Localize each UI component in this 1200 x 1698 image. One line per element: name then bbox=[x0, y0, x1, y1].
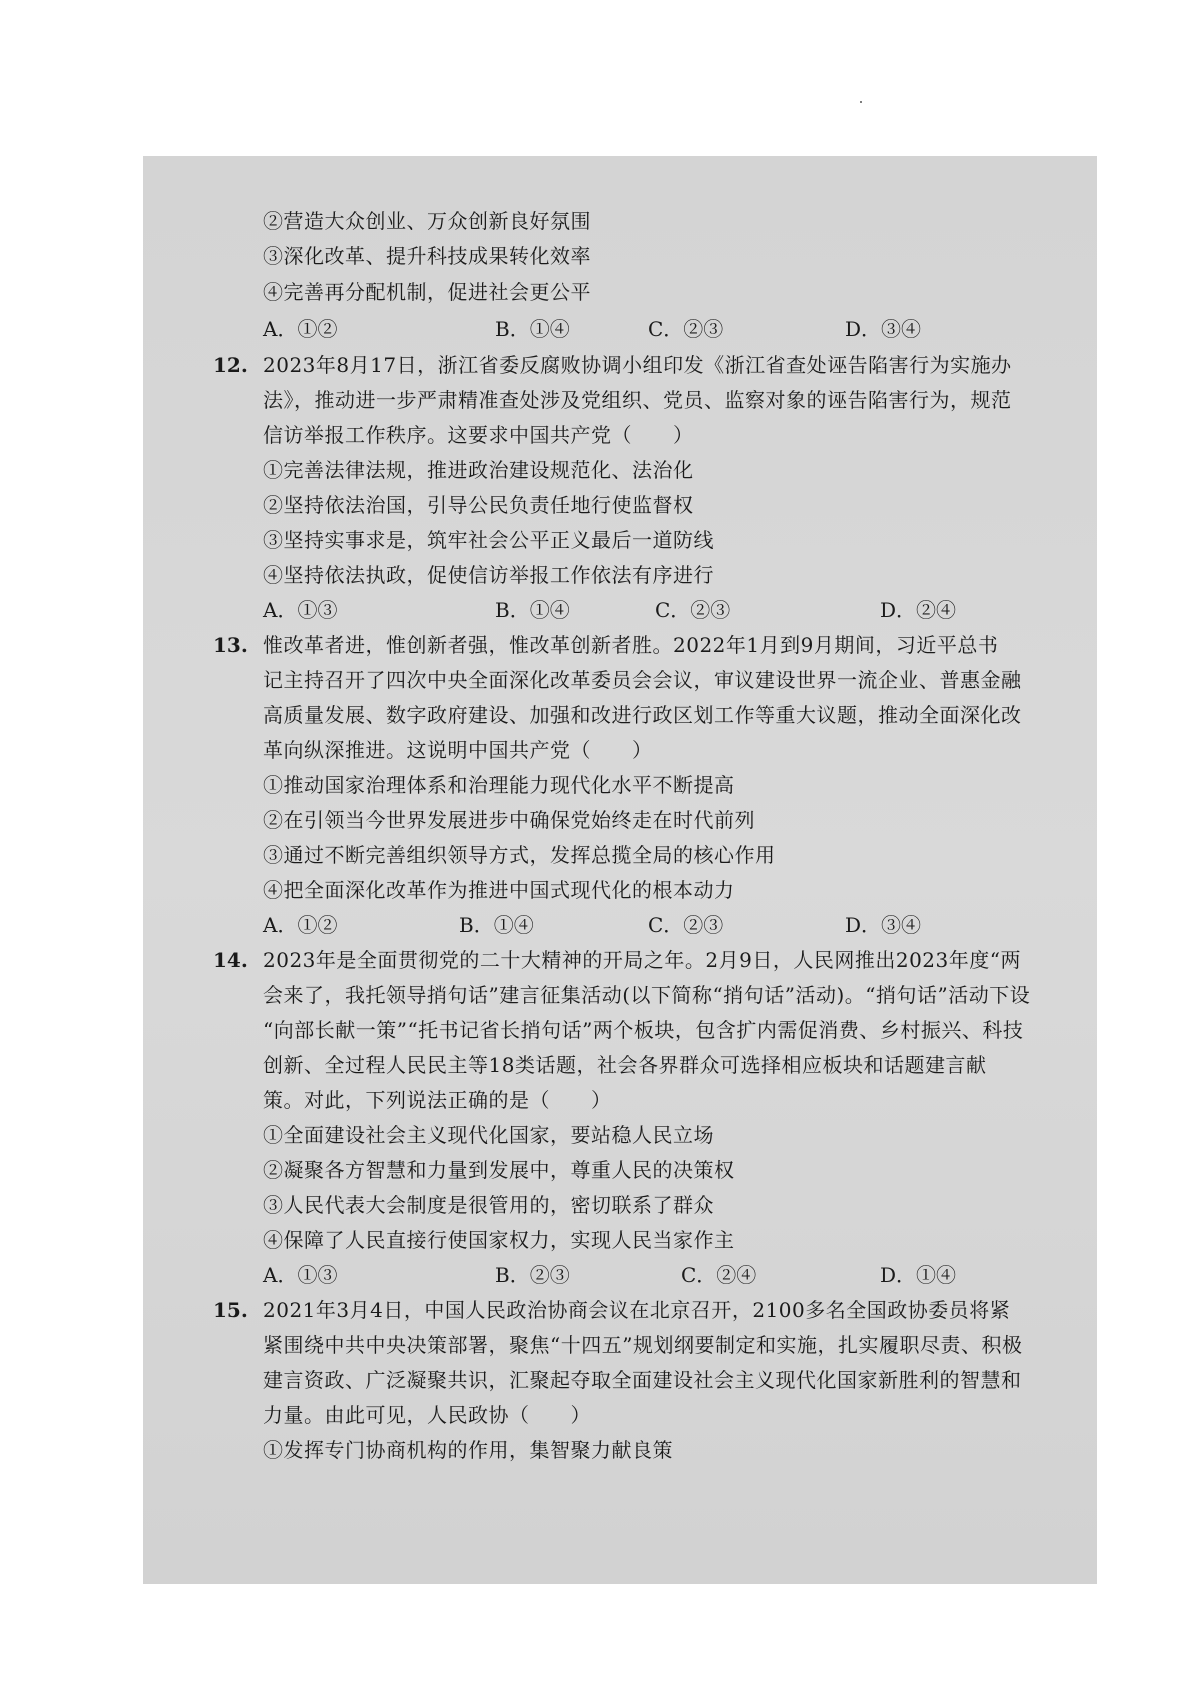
q14-option-a: A．①③ bbox=[263, 1263, 338, 1287]
q13-number: 13. bbox=[213, 633, 248, 657]
q14-item-3: ③人民代表大会制度是很管用的，密切联系了群众 bbox=[263, 1193, 714, 1217]
q11-option-a: A．①② bbox=[263, 317, 338, 341]
exam-paper-page bbox=[143, 156, 1097, 1584]
q13-stem-line-3: 高质量发展、数字政府建设、加强和改进行政区划工作等重大议题，推动全面深化改 bbox=[263, 703, 1022, 727]
q11-item-2: ②营造大众创业、万众创新良好氛围 bbox=[263, 209, 591, 233]
q13-stem-line-4: 革向纵深推进。这说明中国共产党（ ） bbox=[263, 738, 653, 762]
q15-item-1: ①发挥专门协商机构的作用，集智聚力献良策 bbox=[263, 1438, 673, 1462]
q11-option-d: D．③④ bbox=[845, 317, 922, 341]
q11-option-b: B．①④ bbox=[495, 317, 570, 341]
q12-item-1: ①完善法律法规，推进政治建设规范化、法治化 bbox=[263, 458, 694, 482]
q13-item-2: ②在引领当今世界发展进步中确保党始终走在时代前列 bbox=[263, 808, 755, 832]
q13-stem-line-1: 惟改革者进，惟创新者强，惟改革创新者胜。2022年1月到9月期间，习近平总书 bbox=[263, 633, 999, 657]
q14-stem-line-4: 创新、全过程人民民主等18类话题，社会各界群众可选择相应板块和话题建言献 bbox=[263, 1053, 987, 1077]
q13-option-a: A．①② bbox=[263, 913, 338, 937]
q11-item-4: ④完善再分配机制，促进社会更公平 bbox=[263, 280, 591, 304]
q13-option-d: D．③④ bbox=[845, 913, 922, 937]
q12-option-d: D．②④ bbox=[880, 598, 957, 622]
q14-option-b: B．②③ bbox=[495, 1263, 570, 1287]
q15-number: 15. bbox=[213, 1298, 248, 1322]
q13-option-c: C．②③ bbox=[648, 913, 724, 937]
scan-speck bbox=[860, 101, 862, 103]
q14-stem-line-3: “向部长献一策”“托书记省长捎句话”两个板块，包含扩内需促消费、乡村振兴、科技 bbox=[263, 1018, 1024, 1042]
q14-item-2: ②凝聚各方智慧和力量到发展中，尊重人民的决策权 bbox=[263, 1158, 735, 1182]
q15-stem-line-3: 建言资政、广泛凝聚共识，汇聚起夺取全面建设社会主义现代化国家新胜利的智慧和 bbox=[263, 1368, 1022, 1392]
q11-option-c: C．②③ bbox=[648, 317, 724, 341]
q14-item-1: ①全面建设社会主义现代化国家，要站稳人民立场 bbox=[263, 1123, 714, 1147]
q15-stem-line-4: 力量。由此可见，人民政协（ ） bbox=[263, 1403, 591, 1427]
q12-number: 12. bbox=[213, 353, 248, 377]
q12-option-c: C．②③ bbox=[655, 598, 731, 622]
q14-option-d: D．①④ bbox=[880, 1263, 957, 1287]
q11-item-3: ③深化改革、提升科技成果转化效率 bbox=[263, 244, 591, 268]
q13-item-3: ③通过不断完善组织领导方式，发挥总揽全局的核心作用 bbox=[263, 843, 776, 867]
q12-item-2: ②坚持依法治国，引导公民负责任地行使监督权 bbox=[263, 493, 694, 517]
q12-stem-line-2: 法》，推动进一步严肃精准查处涉及党组织、党员、监察对象的诬告陷害行为，规范 bbox=[263, 388, 1012, 412]
q13-item-4: ④把全面深化改革作为推进中国式现代化的根本动力 bbox=[263, 878, 735, 902]
q14-number: 14. bbox=[213, 948, 248, 972]
q15-stem-line-1: 2021年3月4日，中国人民政治协商会议在北京召开，2100多名全国政协委员将紧 bbox=[263, 1298, 1011, 1322]
q12-option-b: B．①④ bbox=[495, 598, 570, 622]
q13-item-1: ①推动国家治理体系和治理能力现代化水平不断提高 bbox=[263, 773, 735, 797]
q14-stem-line-1: 2023年是全面贯彻党的二十大精神的开局之年。2月9日，人民网推出2023年度“两 bbox=[263, 948, 1021, 972]
q12-item-3: ③坚持实事求是，筑牢社会公平正义最后一道防线 bbox=[263, 528, 714, 552]
q14-item-4: ④保障了人民直接行使国家权力，实现人民当家作主 bbox=[263, 1228, 735, 1252]
q14-stem-line-2: 会来了，我托领导捎句话”建言征集活动(以下简称“捎句话”活动)。“捎句话”活动下设 bbox=[263, 983, 1031, 1007]
q14-stem-line-5: 策。对此，下列说法正确的是（ ） bbox=[263, 1088, 612, 1112]
q12-item-4: ④坚持依法执政，促使信访举报工作依法有序进行 bbox=[263, 563, 714, 587]
q12-stem-line-1: 2023年8月17日，浙江省委反腐败协调小组印发《浙江省查处诬告陷害行为实施办 bbox=[263, 353, 1012, 377]
q13-stem-line-2: 记主持召开了四次中央全面深化改革委员会会议，审议建设世界一流企业、普惠金融 bbox=[263, 668, 1022, 692]
q15-stem-line-2: 紧围绕中共中央决策部署，聚焦“十四五”规划纲要制定和实施，扎实履职尽责、积极 bbox=[263, 1333, 1023, 1357]
q14-option-c: C．②④ bbox=[681, 1263, 757, 1287]
q12-option-a: A．①③ bbox=[263, 598, 338, 622]
q12-stem-line-3: 信访举报工作秩序。这要求中国共产党（ ） bbox=[263, 423, 694, 447]
q13-option-b: B．①④ bbox=[459, 913, 534, 937]
